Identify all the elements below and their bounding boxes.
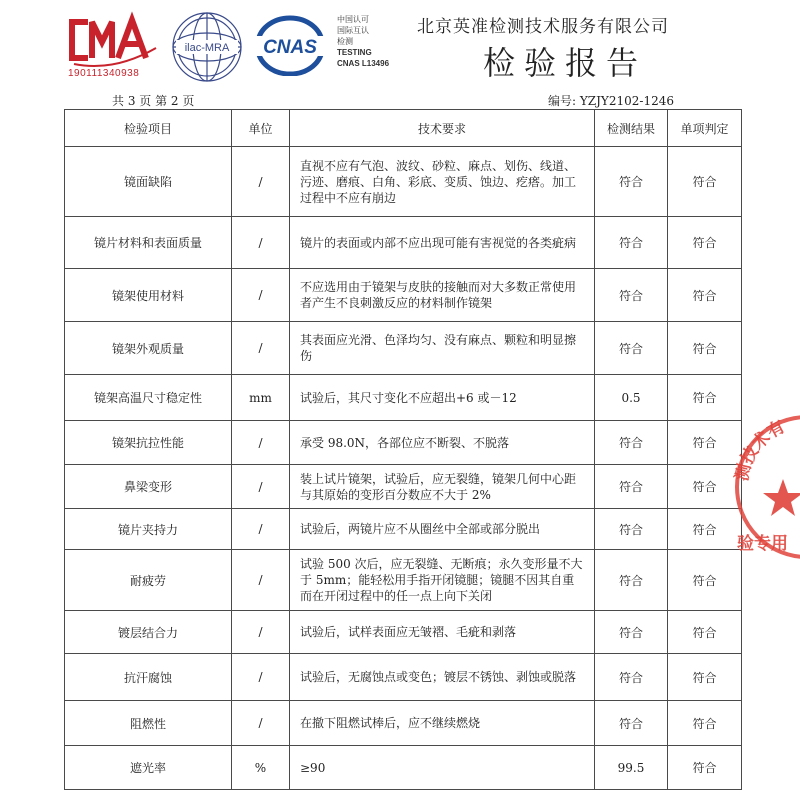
verdict-cell: 符合 <box>668 701 742 746</box>
company-name: 北京英准检测技术服务有限公司 <box>417 17 669 37</box>
requirement-cell: 不应选用由于镜架与皮肤的接触而对大多数正常使用者产生不良刺激反应的材料制作镜架 <box>290 269 595 322</box>
result-cell: 符合 <box>595 701 668 746</box>
table-row <box>65 322 742 375</box>
requirement-cell: 承受 98.0N，各部位应不断裂、不脱落 <box>290 421 595 465</box>
unit-cell: / <box>232 322 290 375</box>
requirement-cell: 试验后，无腐蚀点或变色；镀层不锈蚀、剥蚀或脱落 <box>290 654 595 701</box>
requirement-cell: 试验 500 次后，应无裂缝、无断痕；永久变形量不大于 5mm；能轻松用手指开闭镜腿；镜腿不因其自重而在开闭过程中的任一点上向下关闭 <box>290 550 595 611</box>
column-header-result: 检测结果 <box>595 110 668 147</box>
requirement-cell: 在撤下阻燃试棒后，应不继续燃烧 <box>290 701 595 746</box>
page-info: 共 3 页 第 2 页 <box>112 94 195 108</box>
verdict-cell: 符合 <box>668 375 742 421</box>
seal-bottom-text: 验专用 <box>737 534 788 554</box>
item-cell: 镜面缺陷 <box>65 147 232 217</box>
column-header-verdict: 单项判定 <box>668 110 742 147</box>
requirement-cell: ≥90 <box>290 746 595 790</box>
report-title: 检验报告 <box>483 44 648 82</box>
unit-cell: / <box>232 421 290 465</box>
verdict-cell: 符合 <box>668 322 742 375</box>
unit-cell: / <box>232 654 290 701</box>
cnas-label: CNAS <box>263 37 317 58</box>
table-row <box>65 509 742 550</box>
cnas-info-line: TESTING <box>337 48 372 57</box>
requirement-cell: 直视不应有气泡、波纹、砂粒、麻点、划伤、线道、污迹、磨痕、白角、彩底、变质、蚀边、疙瘩。加工过程中不应有崩边 <box>290 147 595 217</box>
item-cell: 阻燃性 <box>65 701 232 746</box>
item-cell: 镜架使用材料 <box>65 269 232 322</box>
table-row <box>65 465 742 509</box>
unit-cell: / <box>232 611 290 654</box>
verdict-cell: 符合 <box>668 654 742 701</box>
item-cell: 抗汗腐蚀 <box>65 654 232 701</box>
cnas-info-line: 检测 <box>337 37 353 46</box>
ilac-mra-logo <box>170 10 244 84</box>
requirement-cell: 试验后，其尺寸变化不应超出+6 或－12 <box>290 375 595 421</box>
unit-cell: % <box>232 746 290 790</box>
result-cell: 99.5 <box>595 746 668 790</box>
item-cell: 镜架抗拉性能 <box>65 421 232 465</box>
inspection-table <box>64 109 742 790</box>
column-header-item: 检验项目 <box>65 110 232 147</box>
result-cell: 符合 <box>595 322 668 375</box>
requirement-cell: 其表面应光滑、色泽均匀、没有麻点、颗粒和明显擦伤 <box>290 322 595 375</box>
result-cell: 0.5 <box>595 375 668 421</box>
unit-cell: / <box>232 701 290 746</box>
table-row <box>65 375 742 421</box>
unit-cell: mm <box>232 375 290 421</box>
table-row <box>65 421 742 465</box>
report-number: 编号: YZJY2102-1246 <box>548 94 674 108</box>
table-row <box>65 217 742 269</box>
unit-cell: / <box>232 465 290 509</box>
requirement-cell: 镜片的表面或内部不应出现可能有害视觉的各类疵病 <box>290 217 595 269</box>
table-row <box>65 147 742 217</box>
item-cell: 耐疲劳 <box>65 550 232 611</box>
verdict-cell: 符合 <box>668 550 742 611</box>
unit-cell: / <box>232 147 290 217</box>
unit-cell: / <box>232 550 290 611</box>
unit-cell: / <box>232 217 290 269</box>
requirement-cell: 试验后，试样表面应无皱褶、毛疵和剥落 <box>290 611 595 654</box>
unit-cell: / <box>232 269 290 322</box>
cnas-logo <box>250 14 330 76</box>
column-header-requirement: 技术要求 <box>290 110 595 147</box>
item-cell: 镀层结合力 <box>65 611 232 654</box>
cnas-info <box>337 14 389 69</box>
item-cell: 镜架高温尺寸稳定性 <box>65 375 232 421</box>
verdict-cell: 符合 <box>668 611 742 654</box>
table-header-row <box>65 110 742 147</box>
result-cell: 符合 <box>595 421 668 465</box>
verdict-cell: 符合 <box>668 269 742 322</box>
svg-text:测技术有 <box>732 416 788 483</box>
unit-cell: / <box>232 509 290 550</box>
item-cell: 镜片材料和表面质量 <box>65 217 232 269</box>
cnas-info-line: CNAS L13496 <box>337 59 390 68</box>
requirement-cell: 装上试片镜架，试验后，应无裂缝，镜架几何中心距与其原始的变形百分数应不大于 2% <box>290 465 595 509</box>
result-cell: 符合 <box>595 465 668 509</box>
result-cell: 符合 <box>595 217 668 269</box>
result-cell: 符合 <box>595 269 668 322</box>
result-cell: 符合 <box>595 509 668 550</box>
item-cell: 镜架外观质量 <box>65 322 232 375</box>
table-row <box>65 550 742 611</box>
verdict-cell: 符合 <box>668 746 742 790</box>
table-row <box>65 701 742 746</box>
seal-top-text: 测技术有 <box>731 416 789 484</box>
cma-number: 190111340938 <box>68 68 140 79</box>
result-cell: 符合 <box>595 147 668 217</box>
verdict-cell: 符合 <box>668 421 742 465</box>
result-cell: 符合 <box>595 550 668 611</box>
item-cell: 鼻梁变形 <box>65 465 232 509</box>
result-cell: 符合 <box>595 654 668 701</box>
verdict-cell: 符合 <box>668 147 742 217</box>
column-header-unit: 单位 <box>232 110 290 147</box>
cnas-info-line: 中国认可 <box>337 15 369 24</box>
table-row <box>65 611 742 654</box>
table-row <box>65 654 742 701</box>
table-row <box>65 746 742 790</box>
inspection-seal <box>725 405 800 570</box>
requirement-cell: 试验后，两镜片应不从圈丝中全部或部分脱出 <box>290 509 595 550</box>
table-row <box>65 269 742 322</box>
item-cell: 镜片夹持力 <box>65 509 232 550</box>
verdict-cell: 符合 <box>668 465 742 509</box>
verdict-cell: 符合 <box>668 217 742 269</box>
verdict-cell: 符合 <box>668 509 742 550</box>
star-icon <box>763 479 800 516</box>
item-cell: 遮光率 <box>65 746 232 790</box>
ilac-label: ilac-MRA <box>184 42 230 54</box>
result-cell: 符合 <box>595 611 668 654</box>
cnas-info-line: 国际互认 <box>337 26 369 35</box>
